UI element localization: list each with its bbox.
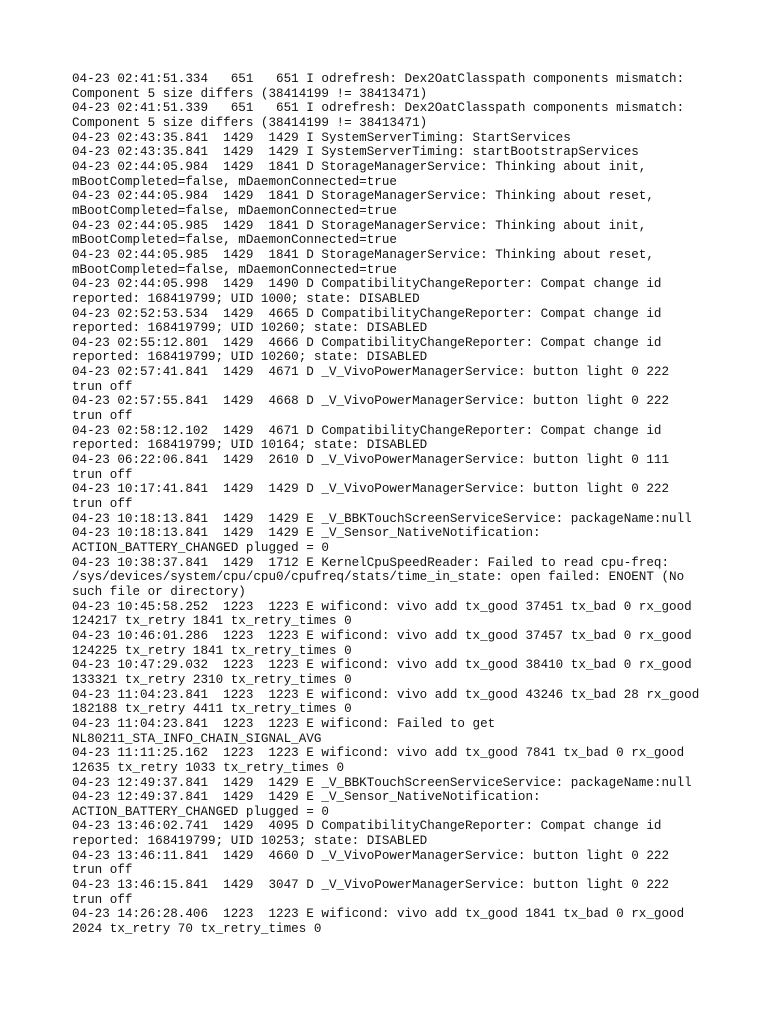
log-line: 04-23 11:11:25.162 1223 1223 E wificond: vivo add tx_good 7841 tx_bad 0 rx_good — [72, 746, 685, 761]
log-line: mBootCompleted=false, mDaemonConnected=true — [72, 174, 397, 189]
log-line: 04-23 13:46:15.841 1429 3047 D _V_VivoPowerManagerService: button light 0 222 — [72, 878, 670, 893]
log-line: 04-23 12:49:37.841 1429 1429 E _V_Sensor_NativeNotification: — [72, 790, 541, 805]
log-line: Component 5 size differs (38414199 != 38413471) — [72, 115, 428, 130]
log-line: Component 5 size differs (38414199 != 38413471) — [72, 86, 428, 101]
log-line: 04-23 02:57:41.841 1429 4671 D _V_VivoPowerManagerService: button light 0 222 — [72, 365, 670, 380]
log-line: 04-23 13:46:11.841 1429 4660 D _V_VivoPowerManagerService: button light 0 222 — [72, 848, 670, 863]
log-line: 04-23 02:58:12.102 1429 4671 D CompatibilityChangeReporter: Compat change id — [72, 423, 662, 438]
log-text-block — [72, 72, 712, 937]
log-line: 04-23 02:44:05.984 1429 1841 D StorageManagerService: Thinking about reset, — [72, 189, 654, 204]
log-line: reported: 168419799; UID 10260; state: DISABLED — [72, 321, 428, 336]
log-line: 04-23 06:22:06.841 1429 2610 D _V_VivoPowerManagerService: button light 0 111 — [72, 453, 670, 468]
log-line: 133321 tx_retry 2310 tx_retry_times 0 — [72, 672, 352, 687]
log-line: 04-23 02:44:05.985 1429 1841 D StorageManagerService: Thinking about reset, — [72, 247, 654, 262]
log-line: 04-23 12:49:37.841 1429 1429 E _V_BBKTouchScreenServiceService: packageName:null — [72, 775, 692, 790]
log-line: 04-23 10:17:41.841 1429 1429 D _V_VivoPowerManagerService: button light 0 222 — [72, 482, 670, 497]
log-line: such file or directory) — [72, 584, 246, 599]
log-line: 04-23 10:18:13.841 1429 1429 E _V_BBKTouchScreenServiceService: packageName:null — [72, 511, 692, 526]
log-line: 2024 tx_retry 70 tx_retry_times 0 — [72, 922, 322, 937]
log-line: 04-23 14:26:28.406 1223 1223 E wificond: vivo add tx_good 1841 tx_bad 0 rx_good — [72, 907, 685, 922]
log-line: 04-23 11:04:23.841 1223 1223 E wificond: vivo add tx_good 43246 tx_bad 28 rx_good — [72, 687, 700, 702]
log-line: 124217 tx_retry 1841 tx_retry_times 0 — [72, 614, 352, 629]
log-line: 04-23 10:38:37.841 1429 1712 E KernelCpuSpeedReader: Failed to read cpu-freq: — [72, 555, 670, 570]
log-line: ACTION_BATTERY_CHANGED plugged = 0 — [72, 541, 329, 555]
log-line: mBootCompleted=false, mDaemonConnected=true — [72, 262, 397, 277]
log-line: 04-23 10:46:01.286 1223 1223 E wificond: vivo add tx_good 37457 tx_bad 0 rx_good — [72, 628, 692, 643]
log-line: 04-23 10:47:29.032 1223 1223 E wificond: vivo add tx_good 38410 tx_bad 0 rx_good — [72, 658, 692, 673]
log-line: trun off — [72, 863, 133, 878]
log-line: 04-23 02:52:53.534 1429 4665 D CompatibilityChangeReporter: Compat change id — [72, 306, 662, 321]
log-line: 124225 tx_retry 1841 tx_retry_times 0 — [72, 643, 352, 658]
log-line: reported: 168419799; UID 10253; state: DISABLED — [72, 834, 428, 849]
log-line: reported: 168419799; UID 10164; state: DISABLED — [72, 438, 428, 453]
log-line: NL80211_STA_INFO_CHAIN_SIGNAL_AVG — [72, 731, 322, 746]
log-line: mBootCompleted=false, mDaemonConnected=true — [72, 233, 397, 248]
log-line: 04-23 02:41:51.339 651 651 I odrefresh: Dex2OatClasspath components mismatch: — [72, 101, 685, 116]
log-line: trun off — [72, 409, 133, 424]
log-line: 04-23 02:43:35.841 1429 1429 I SystemServerTiming: startBootstrapServices — [72, 145, 639, 160]
log-line: 04-23 13:46:02.741 1429 4095 D CompatibilityChangeReporter: Compat change id — [72, 819, 662, 834]
log-line: 04-23 02:57:55.841 1429 4668 D _V_VivoPowerManagerService: button light 0 222 — [72, 394, 670, 409]
log-line: 04-23 02:41:51.334 651 651 I odrefresh: Dex2OatClasspath components mismatch: — [72, 72, 685, 86]
log-line: 12635 tx_retry 1033 tx_retry_times 0 — [72, 760, 345, 775]
log-line: 04-23 10:45:58.252 1223 1223 E wificond: vivo add tx_good 37451 tx_bad 0 rx_good — [72, 599, 692, 614]
log-line: 04-23 02:44:05.998 1429 1490 D CompatibilityChangeReporter: Compat change id — [72, 277, 662, 292]
log-line: 04-23 02:44:05.984 1429 1841 D StorageManagerService: Thinking about init, — [72, 159, 647, 174]
log-line: mBootCompleted=false, mDaemonConnected=true — [72, 203, 397, 218]
log-line: 04-23 02:55:12.801 1429 4666 D CompatibilityChangeReporter: Compat change id — [72, 335, 662, 350]
log-line: 04-23 02:43:35.841 1429 1429 I SystemServerTiming: StartServices — [72, 130, 571, 145]
log-line: reported: 168419799; UID 1000; state: DISABLED — [72, 291, 420, 306]
log-line: reported: 168419799; UID 10260; state: DISABLED — [72, 350, 428, 365]
log-line: 04-23 10:18:13.841 1429 1429 E _V_Sensor_NativeNotification: — [72, 526, 541, 541]
log-line: ACTION_BATTERY_CHANGED plugged = 0 — [72, 804, 329, 819]
log-line: 182188 tx_retry 4411 tx_retry_times 0 — [72, 702, 352, 717]
log-line: 04-23 11:04:23.841 1223 1223 E wificond: Failed to get — [72, 716, 496, 731]
log-line: trun off — [72, 892, 133, 907]
log-line: /sys/devices/system/cpu/cpu0/cpufreq/stats/time_in_state: open failed: ENOENT (No — [72, 570, 685, 585]
log-line: trun off — [72, 467, 133, 482]
log-line: trun off — [72, 497, 133, 512]
log-line: trun off — [72, 379, 133, 394]
log-line: 04-23 02:44:05.985 1429 1841 D StorageManagerService: Thinking about init, — [72, 218, 647, 233]
